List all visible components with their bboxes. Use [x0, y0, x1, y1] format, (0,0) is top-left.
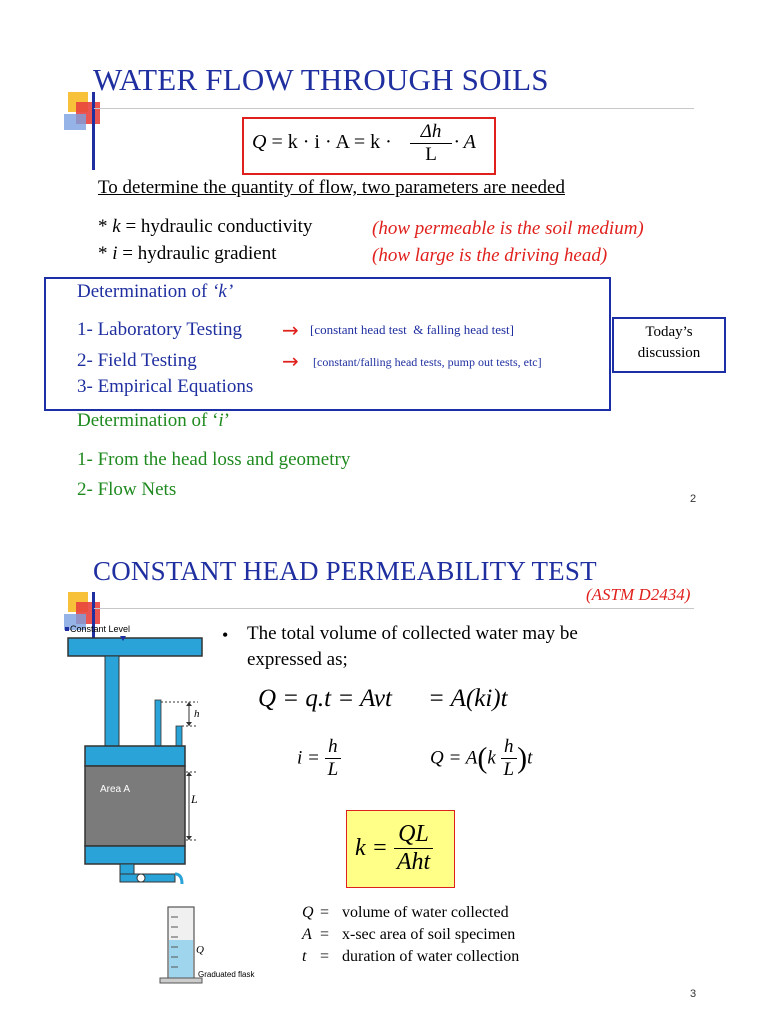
- constant-level-marker-icon: [65, 627, 69, 631]
- page-number: 2: [690, 493, 697, 505]
- bullet-text-line-1: The total volume of collected water may be: [247, 623, 578, 644]
- intro-text: To determine the quantity of flow, two parameters are needed: [98, 177, 565, 198]
- Q-label: Q: [196, 944, 204, 956]
- area-a-label: Area A: [100, 784, 131, 795]
- flow-equation: Q = q.t = Avt: [258, 685, 392, 712]
- h-label: h: [194, 708, 200, 720]
- slide-1-title: WATER FLOW THROUGH SOILS: [93, 62, 549, 97]
- flow-volume-equation: Q = A(k $\frac{h}{L}$ )t: [430, 736, 533, 780]
- param-i-note: (how large is the driving head): [372, 245, 608, 266]
- title-decoration: [62, 92, 110, 152]
- slide-2: [0, 512, 768, 1024]
- arrow-icon: →: [282, 349, 299, 373]
- arrow-icon: →: [282, 318, 299, 342]
- title-underline: [94, 608, 694, 609]
- legend-row-t: t = duration of water collection: [302, 948, 520, 965]
- hydraulic-conductivity-formula-box: k = $\frac{QL}{\text{Aht}}$: [346, 810, 455, 888]
- i-method-2: 2- Flow Nets: [77, 479, 177, 500]
- gradient-equation: i = $\frac{h}{L}$: [297, 736, 341, 781]
- astm-standard: (ASTM D2434): [586, 585, 691, 604]
- page-number: 3: [690, 988, 697, 1000]
- bullet-dot: •: [222, 625, 229, 645]
- param-k-note: (how permeable is the soil medium): [372, 218, 644, 239]
- legend-row-q: Q = volume of water collected: [302, 904, 509, 921]
- todays-discussion-callout: Today’s discussion: [612, 317, 726, 373]
- k-heading: Determination of ‘k’: [77, 281, 234, 302]
- bullet-text-line-2: expressed as;: [247, 649, 348, 670]
- constant-head-apparatus-diagram: [58, 622, 228, 987]
- param-k: * k = hydraulic conductivity: [98, 216, 313, 237]
- k-method-field-detail: [constant/falling head tests, pump out tests, etc]: [313, 355, 542, 369]
- param-i: * i = hydraulic gradient: [98, 243, 277, 264]
- flow-equation-expanded: = A(ki)t: [428, 685, 508, 712]
- k-method-field: 2- Field Testing: [77, 350, 197, 371]
- darcy-formula: Q = k · i · A = k ·: [252, 131, 392, 153]
- L-label: L: [191, 792, 198, 806]
- title-underline: [94, 108, 694, 109]
- darcy-formula-box: [242, 117, 496, 175]
- constant-level-label: Constant Level: [70, 624, 131, 634]
- formula-tail: · A: [454, 131, 476, 153]
- k-method-empirical: 3- Empirical Equations: [77, 376, 254, 397]
- graduated-flask-label: Graduated flask: [198, 970, 255, 979]
- legend-row-a: A = x-sec area of soil specimen: [302, 926, 516, 943]
- formula-fraction: Δh L: [410, 121, 452, 166]
- k-method-lab-detail: [constant head test & falling head test]: [310, 322, 514, 337]
- i-method-1: 1- From the head loss and geometry: [77, 449, 351, 470]
- k-method-lab: 1- Laboratory Testing: [77, 319, 243, 340]
- slide-2-title: CONSTANT HEAD PERMEABILITY TEST: [93, 556, 597, 586]
- i-heading: Determination of ‘i’: [77, 410, 231, 431]
